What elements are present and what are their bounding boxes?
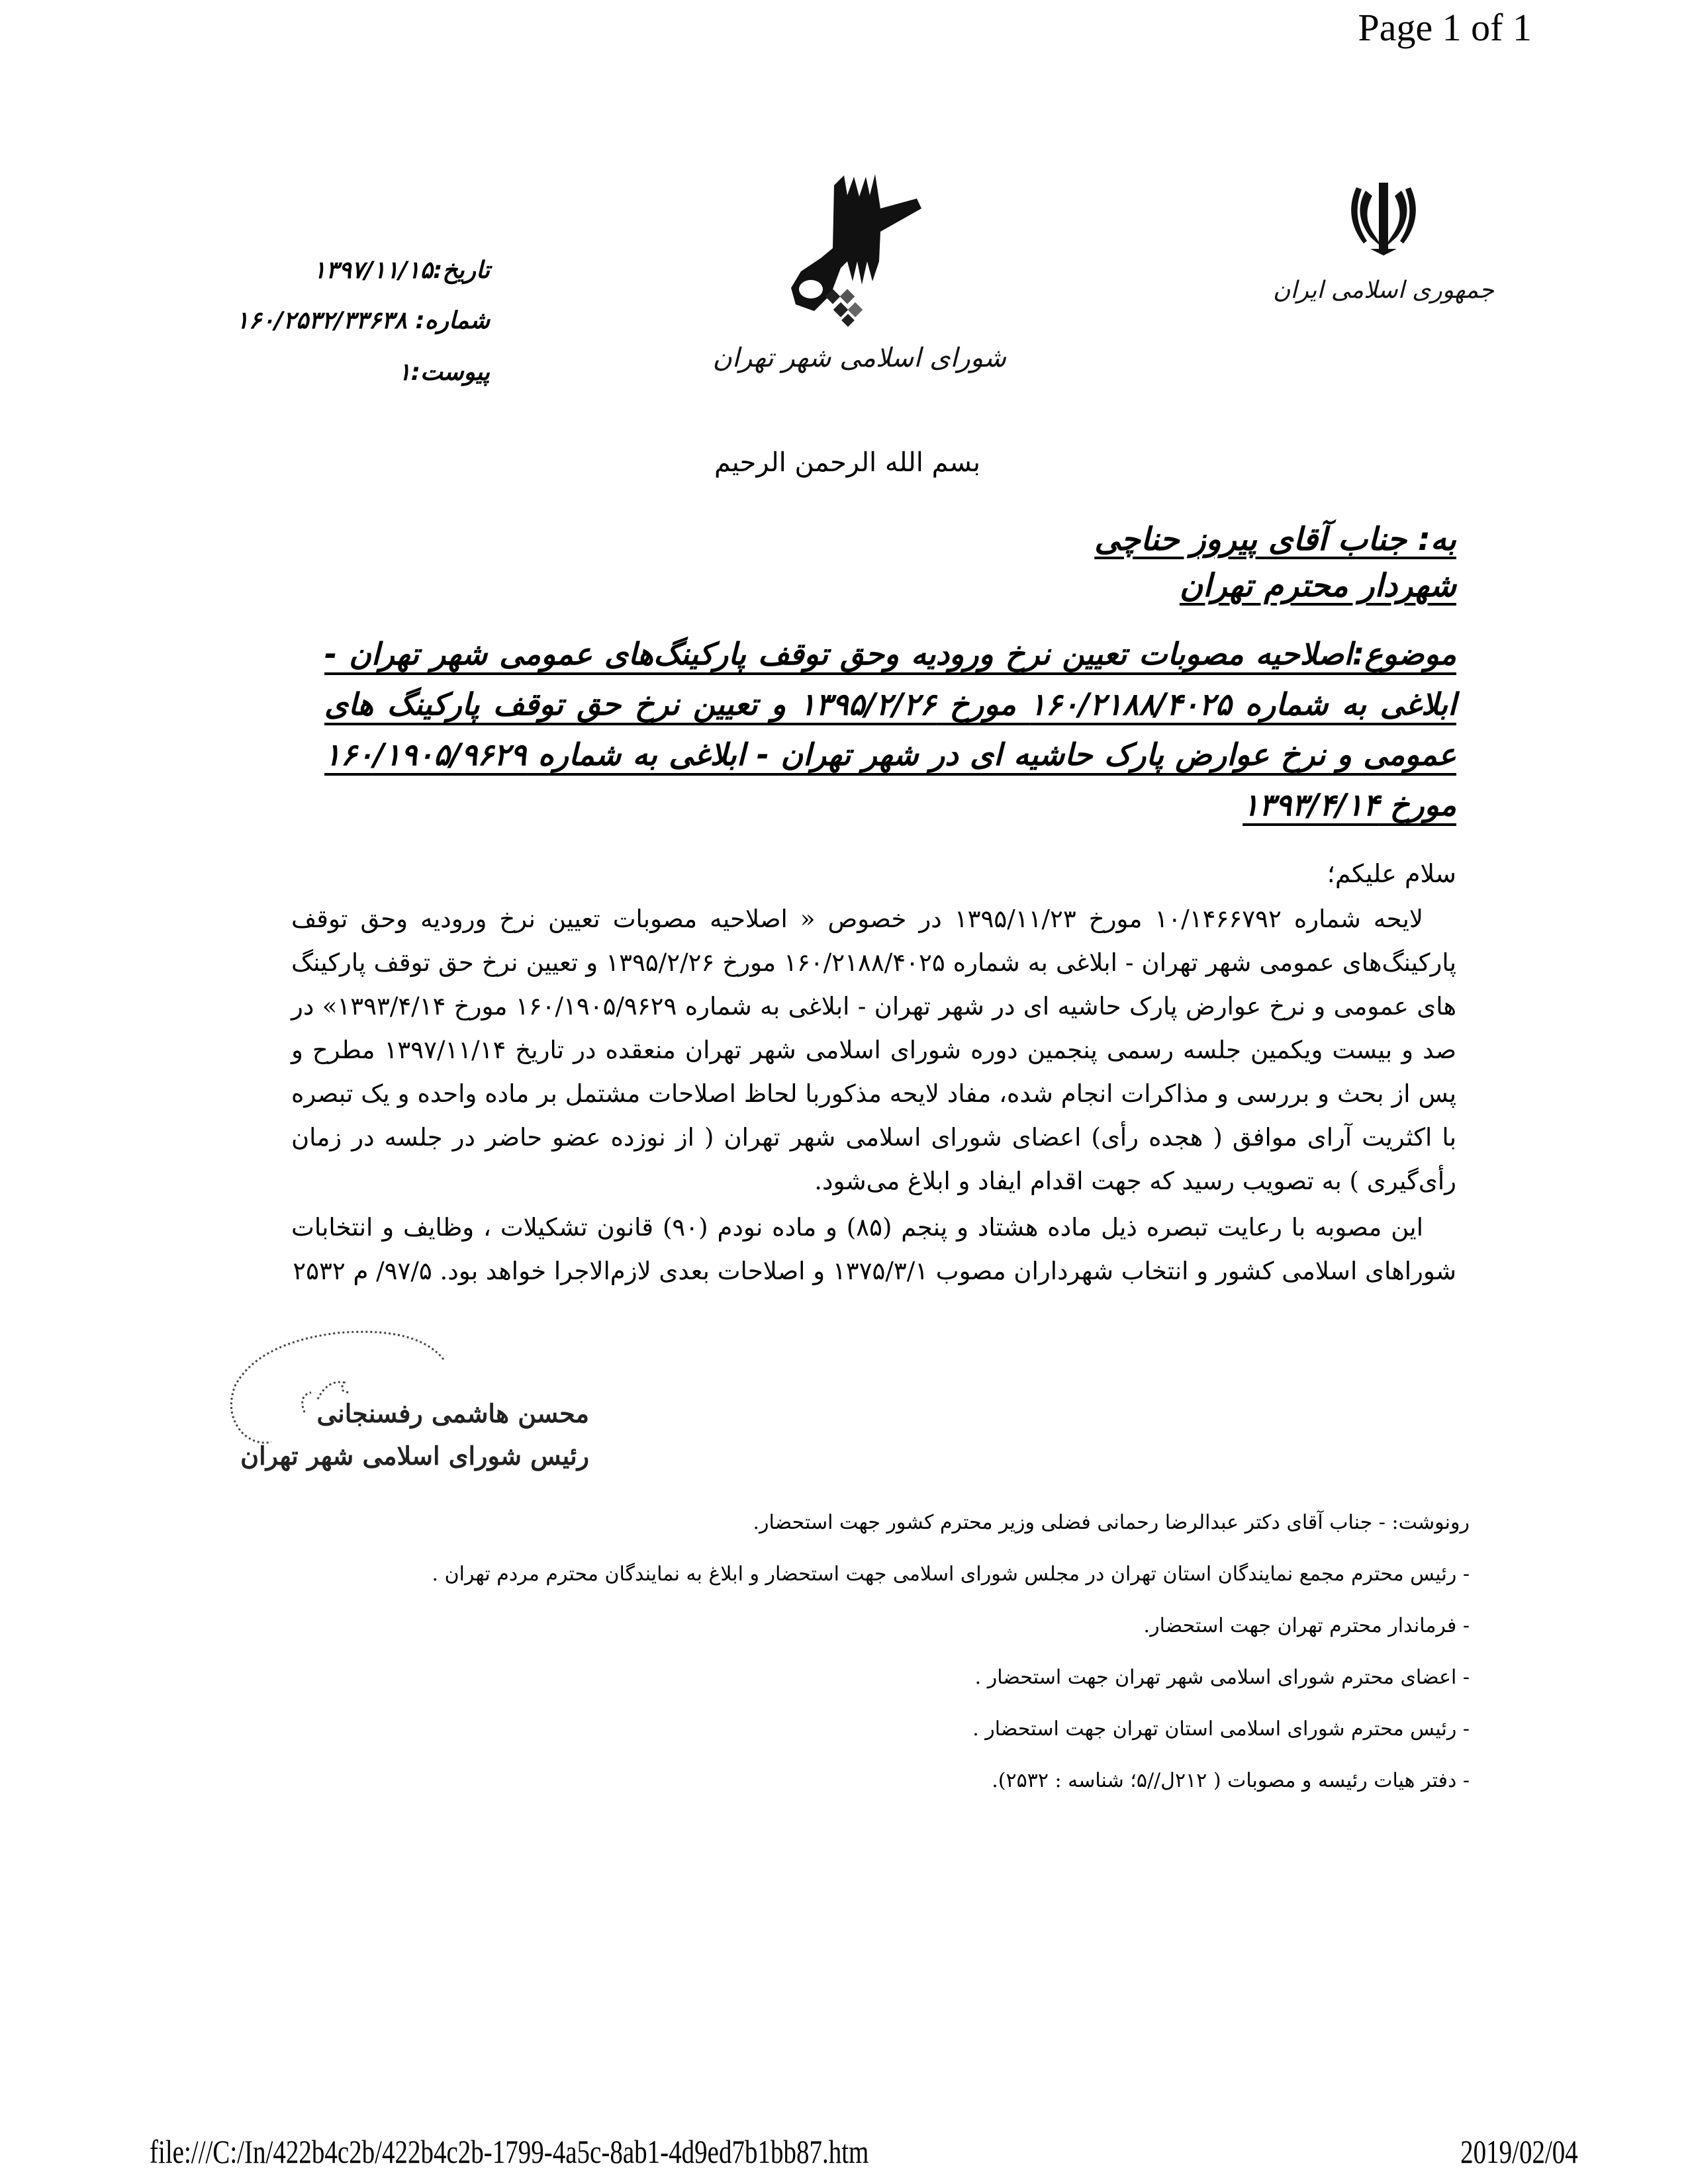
- page-indicator: Page 1 of 1: [1358, 6, 1532, 49]
- letter-date: تاریخ:۱۳۹۷/۱۱/۱۵: [312, 257, 490, 284]
- letter-number: شماره: ۱۶۰/۲۵۳۲/۳۳۶۳۸: [236, 307, 490, 334]
- addressee-title-text: شهردار محترم تهران: [1179, 567, 1456, 604]
- body-paragraph-2: این مصوبه با رعایت تبصره ذیل ماده هشتاد و پنجم (۸۵) و ماده نودم (۹۰) قانون تشکیلات ، وظایف و انتخابات شوراهای اسلامی کشور و انتخاب شهرداران مصوب ۱۳۷۵/۳/۱ و اصلاحات بعدی لازم‌الاجرا خواهد بود. ۹۷/۵/ م ۲۵۳۲: [291, 1213, 1456, 1285]
- iran-emblem-icon: [1347, 177, 1420, 257]
- letter-subject: [324, 629, 1456, 830]
- addressee-name-text: به: جناب آقای پیروز حناچی: [1094, 521, 1456, 558]
- greeting: سلام علیکم؛: [1327, 859, 1456, 888]
- emblem-caption: جمهوری اسلامی ایران: [1273, 277, 1494, 304]
- tehran-council-logo: [781, 169, 960, 331]
- letter-attachment: پیوست:۱: [398, 359, 490, 386]
- signature-block: [218, 1320, 589, 1477]
- cc-list: [291, 1497, 1470, 1807]
- cc-item: - فرماندار محترم تهران جهت استحضار.: [1143, 1614, 1470, 1637]
- addressee-name: [291, 516, 1456, 563]
- cc-item: - دفتر هیات رئیسه و مصوبات ( ۲۱۲ل//۵؛ شناسه : ۲۵۳۲).: [992, 1769, 1470, 1792]
- footer-file-path: file:///C:/In/422b4c2b/422b4c2b-1799-4a5c-8ab1-4d9ed7b1bb87.htm: [150, 2133, 869, 2170]
- council-caption: شورای اسلامی شهر تهران: [712, 343, 1006, 373]
- cc-item: - رئیس محترم مجمع نمایندگان استان تهران در مجلس شورای اسلامی جهت استحضار و ابلاغ به نمایندگان محترم مردم تهران .: [432, 1563, 1470, 1586]
- letter-body: [240, 516, 1470, 1807]
- subject-text: موضوع:اصلاحیه مصوبات تعیین نرخ ورودیه وحق توقف پارکینگ‌های عمومی شهر تهران - ابلاغی به شماره ۱۶۰/۲۱۸۸/۴۰۲۵ مورخ ۱۳۹۵/۲/۲۶ و تعیین نرخ حق توقف پارکینگ های عمومی و نرخ عوارض پارک حاشیه ای در شهر تهران - ابلاغی به شماره ۱۶۰/۱۹۰۵/۹۶۲۹ مورخ ۱۳۹۳/۴/۱۴: [324, 636, 1456, 823]
- cc-item: - اعضای محترم شورای اسلامی شهر تهران جهت استحضار .: [974, 1666, 1470, 1689]
- basmala: بسم الله الرحمن الرحیم: [714, 447, 981, 478]
- cc-item: رونوشت: - جناب آقای دکتر عبدالرضا رحمانی فضلی وزیر محترم کشور جهت استحضار.: [753, 1511, 1470, 1534]
- signatory-name: محسن هاشمی رفسنجانی: [316, 1398, 589, 1428]
- body-paragraph-1: لایحه شماره ۱۰/۱۴۶۶۷۹۲ مورخ ۱۳۹۵/۱۱/۲۳ در خصوص « اصلاحیه مصوبات تعیین نرخ ورودیه وحق توقف پارکینگ‌های عمومی شهر تهران - ابلاغی به شماره ۱۶۰/۲۱۸۸/۴۰۲۵ مورخ ۱۳۹۵/۲/۲۶ و تعیین نرخ حق توقف پارکینگ های عمومی و نرخ عوارض پارک حاشیه ای در شهر تهران - ابلاغی به شماره ۱۶۰/۱۹۰۵/۹۶۲۹ مورخ ۱۳۹۳/۴/۱۴» در صد و بیست ویکمین جلسه رسمی پنجمین دوره شورای اسلامی شهر تهران منعقده در تاریخ ۱۳۹۷/۱۱/۱۴ مطرح و پس از بحث و بررسی و مذاکرات انجام شده، مفاد لایحه مذکوربا لحاظ اصلاحات مشتمل بر ماده واحده و یک تبصره با اکثریت آرای موافق ( هجده رأی) اعضای شورای اسلامی شهر تهران ( از نوزده عضو حاضر در جلسه در زمان رأی‌گیری ) به تصویب رسید که جهت اقدام ایفاد و ابلاغ می‌شود.: [291, 905, 1457, 1195]
- addressee-title: [291, 563, 1456, 609]
- cc-item: - رئیس محترم شورای اسلامی استان تهران جهت استحضار .: [972, 1717, 1470, 1741]
- footer-print-date: 2019/02/04: [1460, 2133, 1578, 2170]
- signatory-title: رئیس شورای اسلامی شهر تهران: [240, 1441, 589, 1471]
